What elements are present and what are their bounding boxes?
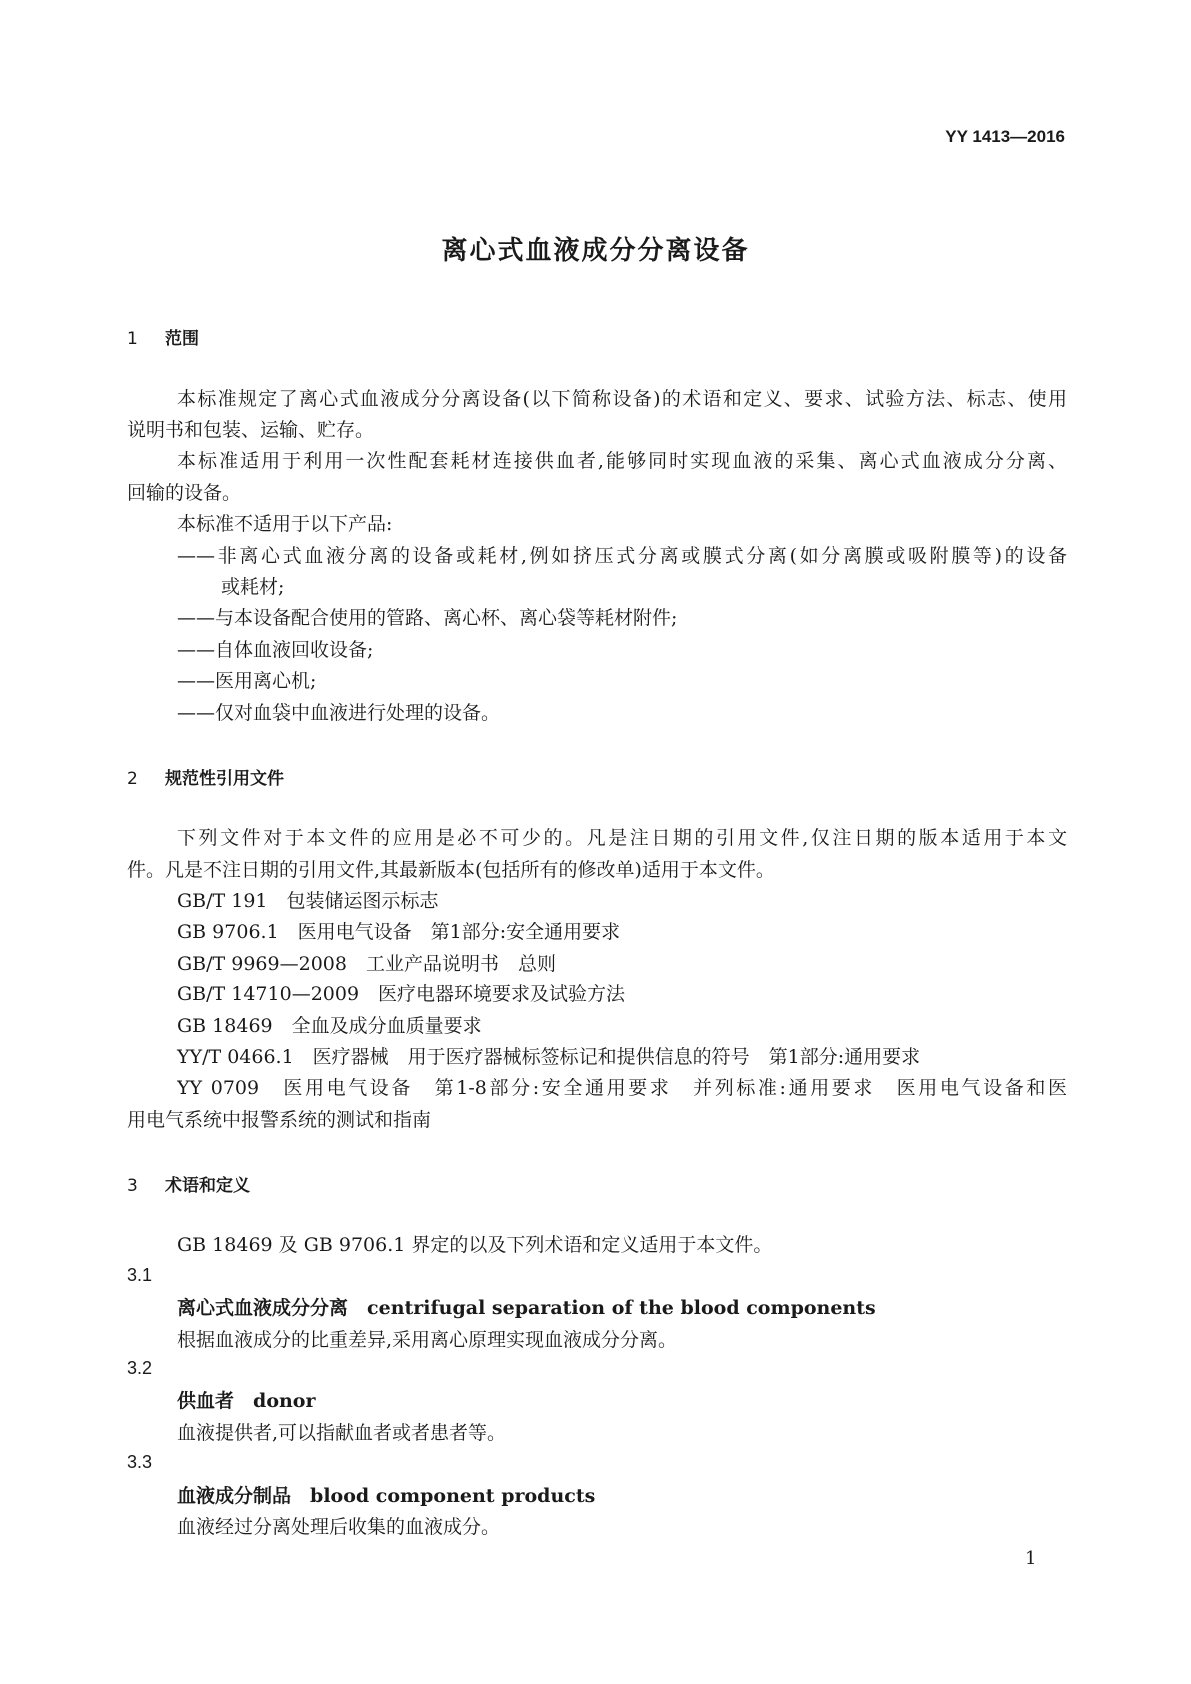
reference-item: YY 0709 医用电气设备 第1-8部分:安全通用要求 并列标准:通用要求 医用电气设备和医	[177, 1077, 1067, 1099]
section-title: 术语和定义	[165, 1176, 250, 1196]
term-zh: 血液成分制品	[177, 1485, 292, 1507]
section-1-heading	[127, 324, 199, 349]
term-definition: 根据血液成分的比重差异,采用离心原理实现血液成分分离。	[177, 1329, 678, 1351]
term-definition: 血液提供者,可以指献血者或者患者等。	[177, 1422, 507, 1444]
list-item: ——与本设备配合使用的管路、离心杯、离心袋等耗材附件;	[177, 607, 678, 629]
section-number: 1	[127, 329, 138, 349]
term-heading	[177, 1484, 595, 1508]
term-heading	[177, 1389, 316, 1413]
paragraph-line: 本标准适用于利用一次性配套耗材连接供血者,能够同时实现血液的采集、离心式血液成分分离、	[177, 450, 1067, 472]
section-number: 3	[127, 1176, 138, 1196]
paragraph-line: 本标准规定了离心式血液成分分离设备(以下简称设备)的术语和定义、要求、试验方法、标志、使用	[177, 388, 1067, 410]
list-item: ——自体血液回收设备;	[177, 639, 374, 661]
list-item: ——非离心式血液分离的设备或耗材,例如挤压式分离或膜式分离(如分离膜或吸附膜等)的设备	[177, 545, 1067, 567]
term-heading	[177, 1296, 876, 1320]
reference-item: GB/T 14710—2009 医疗电器环境要求及试验方法	[177, 983, 626, 1005]
list-item-continuation: 或耗材;	[221, 576, 285, 598]
paragraph-line: 回输的设备。	[127, 482, 242, 504]
standard-code: YY 1413—2016	[945, 127, 1065, 146]
section-title: 范围	[165, 329, 199, 349]
reference-item: YY/T 0466.1 医疗器械 用于医疗器械标签标记和提供信息的符号 第1部分:通用要求	[177, 1046, 921, 1068]
paragraph-line: 下列文件对于本文件的应用是必不可少的。凡是注日期的引用文件,仅注日期的版本适用于本文	[177, 827, 1067, 849]
term-definition: 血液经过分离处理后收集的血液成分。	[177, 1516, 501, 1538]
document-title: 离心式血液成分分离设备	[441, 236, 750, 266]
page-number: 1	[1025, 1548, 1037, 1569]
section-3-heading	[127, 1171, 250, 1196]
term-zh: 供血者	[177, 1390, 235, 1412]
reference-item: GB 18469 全血及成分血质量要求	[177, 1015, 482, 1037]
list-item: ——医用离心机;	[177, 670, 317, 692]
paragraph-line: 本标准不适用于以下产品:	[177, 513, 393, 535]
section-title: 规范性引用文件	[165, 769, 284, 789]
paragraph-line: GB 18469 及 GB 9706.1 界定的以及下列术语和定义适用于本文件。	[177, 1234, 773, 1256]
term-en: donor	[253, 1390, 316, 1412]
term-en: centrifugal separation of the blood components	[367, 1297, 876, 1319]
reference-item-continuation: 用电气系统中报警系统的测试和指南	[127, 1109, 432, 1131]
term-zh: 离心式血液成分分离	[177, 1297, 349, 1319]
section-number: 2	[127, 769, 138, 789]
reference-item: GB/T 191 包装储运图示标志	[177, 890, 439, 912]
section-2-heading	[127, 764, 284, 789]
reference-item: GB/T 9969—2008 工业产品说明书 总则	[177, 953, 556, 975]
paragraph-line: 件。凡是不注日期的引用文件,其最新版本(包括所有的修改单)适用于本文件。	[127, 859, 775, 881]
paragraph-line: 说明书和包装、运输、贮存。	[127, 419, 375, 441]
term-number: 3.3	[127, 1452, 153, 1472]
term-number: 3.1	[127, 1265, 153, 1285]
term-en: blood component products	[310, 1485, 596, 1507]
reference-item: GB 9706.1 医用电气设备 第1部分:安全通用要求	[177, 921, 621, 943]
list-item: ——仅对血袋中血液进行处理的设备。	[177, 702, 501, 724]
term-number: 3.2	[127, 1358, 153, 1378]
